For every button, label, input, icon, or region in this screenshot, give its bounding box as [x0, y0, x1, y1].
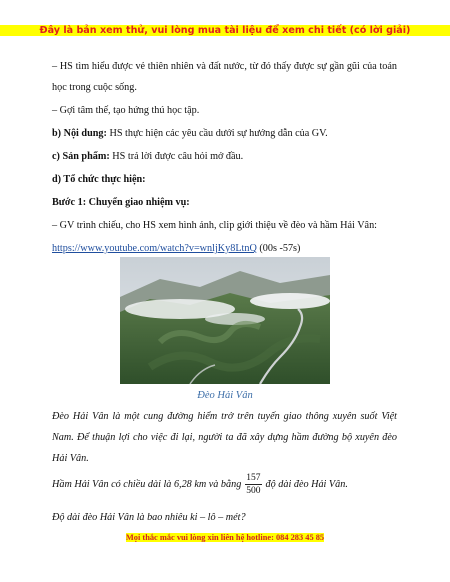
document-body — [52, 56, 397, 259]
preview-banner-text: Đây là bản xem thử, vui lòng mua tài liệu để xem chi tiết (có lời giải) — [39, 25, 411, 36]
fraction-denominator: 500 — [246, 486, 261, 496]
product-line — [52, 146, 397, 167]
step1-heading: Bước 1: Chuyển giao nhiệm vụ: — [52, 197, 190, 208]
intro-line-1: – HS tìm hiểu được vẻ thiên nhiên và đất nước, từ đó thấy được sự gần gũi của toán học trong cuộc sống. — [52, 61, 397, 93]
product-label: c) Sản phẩm: — [52, 151, 110, 162]
content-label: b) Nội dung: — [52, 128, 107, 139]
product-text: HS trả lời được câu hỏi mở đầu. — [112, 151, 244, 162]
hai-van-pass-photo — [120, 257, 330, 384]
step1-text: – GV trình chiếu, cho HS xem hình ảnh, clip giới thiệu về đèo và hầm Hải Vân: — [52, 220, 378, 231]
hotline-footer — [0, 533, 450, 542]
content-line — [52, 123, 397, 144]
intro-line-2: – Gợi tâm thế, tạo hứng thú học tập. — [52, 105, 200, 116]
photo-caption: Đèo Hải Vân — [197, 390, 253, 401]
question-block — [52, 507, 397, 528]
preview-banner — [0, 25, 450, 36]
fraction-numerator: 157 — [246, 473, 261, 483]
organization-heading: d) Tổ chức thực hiện: — [52, 174, 146, 185]
video-link-line — [52, 238, 397, 259]
fraction — [245, 472, 261, 497]
tunnel-text-before: Hầm Hải Vân có chiều dài là 6,28 km và bằng — [52, 478, 242, 490]
tunnel-text-after: độ dài đèo Hải Vân. — [265, 478, 348, 490]
description-block — [52, 406, 397, 469]
hotline-text: Mọi thắc mắc vui lòng xin liên hệ hotline: 084 283 45 85 — [125, 533, 325, 542]
question-text: Độ dài đèo Hải Vân là bao nhiêu ki – lô – mét? — [52, 512, 246, 523]
video-time-range: (00s -57s) — [256, 243, 301, 254]
tunnel-line — [52, 472, 397, 497]
content-text: HS thực hiện các yêu cầu dưới sự hướng dẫn của GV. — [109, 128, 328, 139]
description-text: Đèo Hải Vân là một cung đường hiểm trở trên tuyến giao thông xuyên suốt Việt Nam. Để thuận lợi cho việc đi lại, người ta đã xây dựng hầm đường bộ xuyên đèo Hải Vân. — [52, 411, 397, 464]
youtube-link[interactable]: https://www.youtube.com/watch?v=wnljKy8LtnQ — [52, 243, 257, 254]
